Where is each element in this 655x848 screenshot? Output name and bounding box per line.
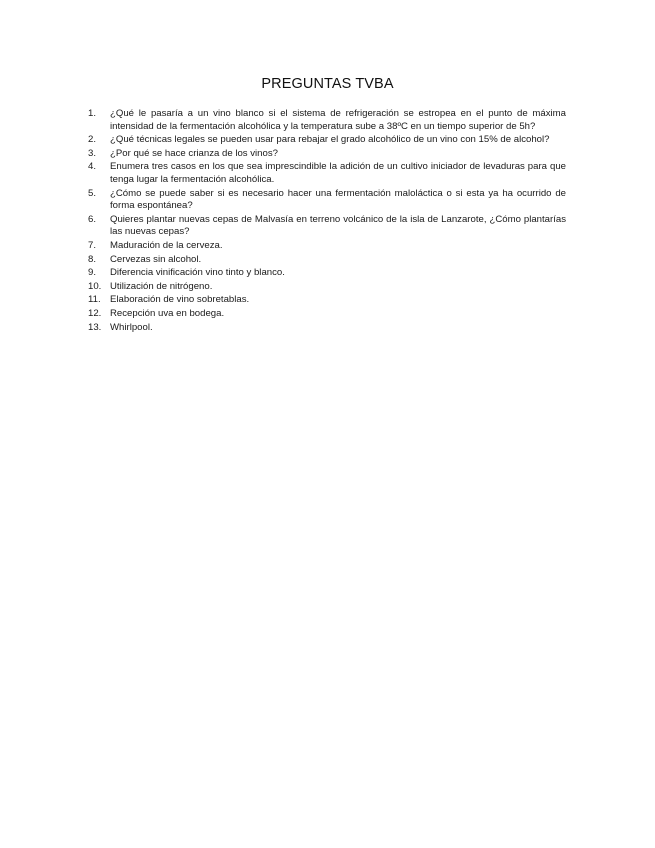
- question-item: [88, 240, 566, 253]
- question-text: Enumera tres casos en los que sea imprescindible la adición de un cultivo iniciador de levaduras para que tenga lugar la fermentación alcohólica.: [110, 161, 566, 185]
- question-text: Cervezas sin alcohol.: [110, 253, 202, 265]
- question-number: 2.: [88, 134, 97, 146]
- question-text: Maduración de la cerveza.: [110, 239, 223, 251]
- question-text: Recepción uva en bodega.: [110, 307, 225, 319]
- question-text: ¿Cómo se puede saber si es necesario hacer una fermentación maloláctica o si esta ya ha ocurrido de forma espontánea?: [110, 187, 566, 212]
- question-text: Quieres plantar nuevas cepas de Malvasía en terreno volcánico de la isla de Lanzarote, ¿Cómo plantarías las nuevas cepas?: [110, 213, 566, 238]
- question-item: [88, 108, 566, 133]
- question-item: [88, 322, 566, 335]
- question-number: 13.: [88, 321, 102, 333]
- question-text: ¿Qué técnicas legales se pueden usar para rebajar el grado alcohólico de un vino con 15% de alcohol?: [110, 134, 550, 146]
- question-text: Elaboración de vino sobretablas.: [110, 294, 250, 306]
- question-number: 10.: [88, 280, 102, 292]
- question-number: 1.: [88, 108, 97, 119]
- question-number: 7.: [88, 239, 97, 251]
- question-text: ¿Qué le pasaría a un vino blanco si el sistema de refrigeración se estropea en el punto de máxima intensidad de la fermentación alcohólica y la temperatura sube a 38ºC en un tiempo superior de 5h?: [110, 108, 566, 132]
- question-list: [88, 108, 566, 335]
- question-text: ¿Por qué se hace crianza de los vinos?: [110, 147, 278, 159]
- question-number: 5.: [88, 187, 97, 199]
- question-item: [88, 148, 566, 161]
- document-title: PREGUNTAS TVBA: [261, 76, 394, 92]
- question-item: [88, 214, 566, 239]
- question-item: [88, 281, 566, 294]
- question-text: Whirlpool.: [110, 321, 153, 333]
- question-item: [88, 254, 566, 267]
- question-item: [88, 294, 566, 307]
- question-item: [88, 134, 566, 147]
- question-item: [88, 267, 566, 280]
- question-text: Utilización de nitrógeno.: [110, 280, 213, 292]
- question-number: 9.: [88, 267, 97, 279]
- question-number: 8.: [88, 253, 97, 265]
- question-text: Diferencia vinificación vino tinto y blanco.: [110, 267, 285, 279]
- question-number: 6.: [88, 213, 97, 225]
- question-number: 11.: [88, 294, 101, 306]
- question-number: 12.: [88, 307, 102, 319]
- question-item: [88, 308, 566, 321]
- question-item: [88, 188, 566, 213]
- question-item: [88, 161, 566, 186]
- question-number: 4.: [88, 161, 97, 173]
- question-number: 3.: [88, 147, 97, 159]
